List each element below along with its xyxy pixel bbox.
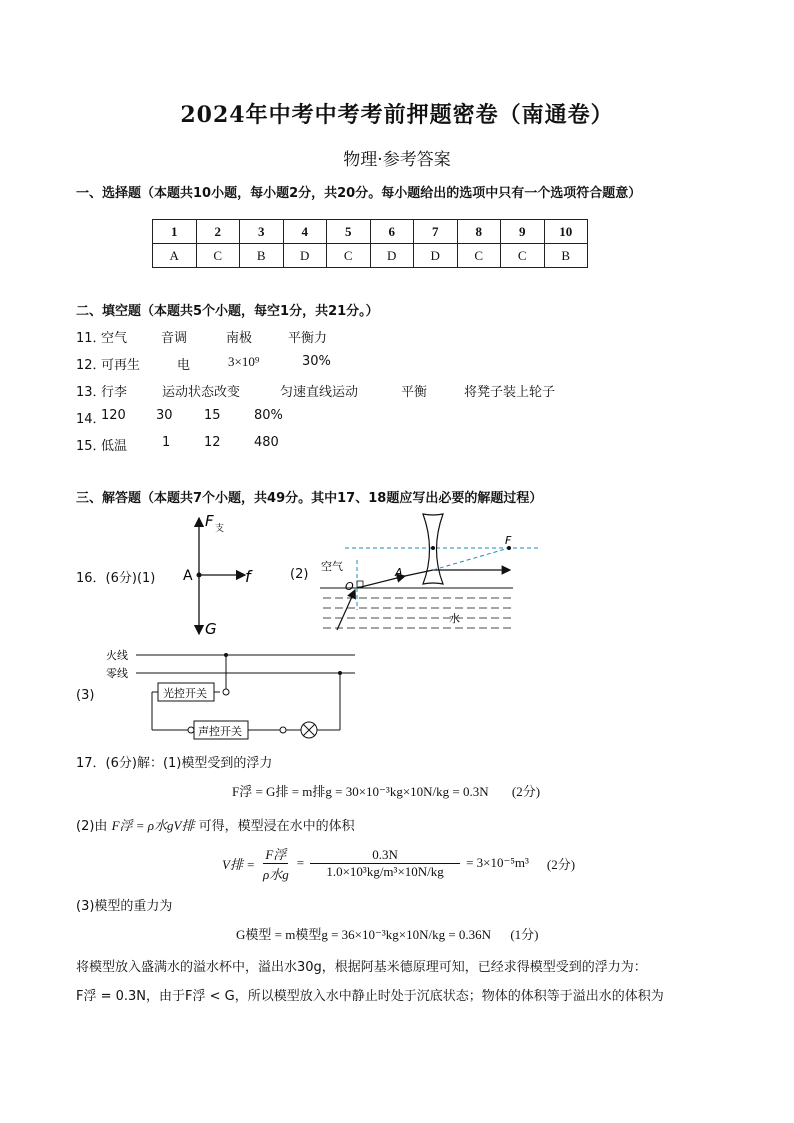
ray-label: A xyxy=(395,566,403,579)
optics-diagram xyxy=(315,510,545,640)
right-angle-mark xyxy=(357,581,363,587)
denominator: 1.0×10³kg/m³×10N/kg xyxy=(326,863,444,879)
answer-item: 80% xyxy=(254,408,283,423)
table-cell: 8 xyxy=(457,220,501,244)
table-cell: A xyxy=(153,244,197,268)
support-force-label: F xyxy=(205,512,214,530)
table-cell: 4 xyxy=(283,220,327,244)
table-cell: C xyxy=(501,244,545,268)
answer-item: 匀速直线运动 xyxy=(280,385,359,400)
answer-item: 3×10⁹ xyxy=(228,354,260,369)
table-cell: C xyxy=(196,244,240,268)
score: (1分) xyxy=(510,927,539,942)
answer-item: 电 xyxy=(177,358,191,373)
answer-item: 音调 xyxy=(161,331,188,346)
q17-paragraph-1: 将模型放入盛满水的溢水杯中，溢出水30g，根据阿基米德原理可知，已经求得模型受到的浮力为： xyxy=(76,960,647,975)
answer-item: 1 xyxy=(162,435,171,450)
answer-table-answer-row xyxy=(153,244,588,268)
table-cell: 5 xyxy=(327,220,371,244)
table-cell: B xyxy=(240,244,284,268)
q17-part3: (3)模型的重力为 xyxy=(76,899,173,914)
neutral-wire-label: 零线 xyxy=(106,667,128,680)
circuit-diagram xyxy=(100,645,370,745)
equation-lhs: V排 = xyxy=(222,856,255,872)
table-cell: B xyxy=(544,244,588,268)
fraction xyxy=(310,847,460,880)
point-label: A xyxy=(183,568,193,584)
answer-item: 将凳子装上轮子 xyxy=(464,385,556,400)
sound-switch-label: 声控开关 xyxy=(198,725,242,738)
optical-center xyxy=(431,546,435,550)
water-hatch xyxy=(323,598,515,628)
terminal xyxy=(223,689,229,695)
text: 可得，模型浸在水中的体积 xyxy=(198,819,355,834)
terminal xyxy=(280,727,286,733)
table-cell: D xyxy=(370,244,414,268)
answer-item: 15 xyxy=(204,408,221,423)
table-cell: 1 xyxy=(153,220,197,244)
q16-part2-label: (2) xyxy=(290,567,309,582)
question-number: 15． xyxy=(76,439,106,454)
equation: F浮 = G排 = m排g = 30×10⁻³kg×10N/kg = 0.3N xyxy=(232,784,489,799)
origin-label: O xyxy=(345,580,354,593)
force-point xyxy=(197,573,202,578)
table-cell: 6 xyxy=(370,220,414,244)
gravity-force-label: G xyxy=(205,620,217,638)
q16-label: 16．(6分)(1) xyxy=(76,571,156,586)
table-cell: 7 xyxy=(414,220,458,244)
table-cell: D xyxy=(283,244,327,268)
focus-extension xyxy=(433,548,509,570)
answer-item: 南极 xyxy=(226,331,253,346)
page-subtitle: 物理·参考答案 xyxy=(343,150,451,170)
answer-item: 空气 xyxy=(101,331,128,346)
answer-table xyxy=(152,219,588,268)
q17-paragraph-2: F浮 = 0.3N，由于F浮 < G，所以模型放入水中静止时处于沉底状态；物体的体积等于溢出水的体积为 xyxy=(76,989,664,1004)
equation-result: = 3×10⁻⁵m³ xyxy=(466,855,529,870)
answer-item: 低温 xyxy=(101,439,128,454)
q17-eq3 xyxy=(236,924,538,943)
answer-item: 平衡 xyxy=(401,385,428,400)
refracted-ray-cont xyxy=(405,570,433,576)
numerator: F浮 xyxy=(263,844,288,864)
numerator: 0.3N xyxy=(310,847,460,864)
q16-part3-label: (3) xyxy=(76,688,95,703)
answer-item: 平衡力 xyxy=(288,331,328,346)
table-cell: 2 xyxy=(196,220,240,244)
table-cell: D xyxy=(414,244,458,268)
answer-item: 可再生 xyxy=(101,358,141,373)
air-label: 空气 xyxy=(321,560,343,573)
question-number: 12． xyxy=(76,358,106,373)
table-cell: 3 xyxy=(240,220,284,244)
q17-eq2: V排 = F浮 ρ水g = $\frac{0.3N}{\text{1.0×10³kg/m³×10N/kg}}$ = 3×10⁻⁵m³ (2分) xyxy=(222,843,575,883)
answer-item: 30 xyxy=(156,408,173,423)
table-cell: 10 xyxy=(544,220,588,244)
answer-item: 120 xyxy=(101,408,126,423)
answer-item: 行李 xyxy=(101,385,128,400)
friction-force-label: f xyxy=(245,567,251,586)
equation: G模型 = m模型g = 36×10⁻³kg×10N/kg = 0.36N xyxy=(236,927,492,942)
question-number: 14． xyxy=(76,412,106,427)
q17-part2 xyxy=(76,815,355,834)
q17-eq1 xyxy=(232,781,540,800)
force-diagram xyxy=(175,510,265,640)
focus-label: F xyxy=(505,534,512,547)
page-title: 2024年中考中考考前押题密卷（南通卷） xyxy=(180,102,614,128)
q17-intro: 17．(6分)解：(1)模型受到的浮力 xyxy=(76,756,273,771)
answer-item: 480 xyxy=(254,435,279,450)
section2-heading: 二、填空题（本题共5个小题，每空1分，共21分。） xyxy=(76,304,379,319)
fraction xyxy=(261,844,291,883)
table-cell: 9 xyxy=(501,220,545,244)
text: (2)由 xyxy=(76,819,108,834)
question-number: 11． xyxy=(76,331,106,346)
score: (2分) xyxy=(511,784,541,799)
light-switch-label: 光控开关 xyxy=(163,687,207,700)
table-cell: C xyxy=(327,244,371,268)
formula: F浮 = ρ水gV排 xyxy=(111,818,195,833)
score: (2分) xyxy=(546,856,576,872)
answer-table-header-row xyxy=(153,220,588,244)
terminal xyxy=(188,727,194,733)
incident-ray xyxy=(337,590,355,630)
support-force-subscript: 支 xyxy=(215,524,225,534)
water-label: 水 xyxy=(449,612,460,625)
table-cell: C xyxy=(457,244,501,268)
answer-item: 30% xyxy=(302,354,331,369)
section3-heading: 三、解答题（本题共7个小题，共49分。其中17、18题应写出必要的解题过程） xyxy=(76,491,543,506)
section1-heading: 一、选择题（本题共10小题，每小题2分，共20分。每小题给出的选项中只有一个选项符合题意） xyxy=(76,186,642,201)
denominator: ρ水g xyxy=(262,866,289,882)
question-number: 13． xyxy=(76,385,106,400)
answer-item: 运动状态改变 xyxy=(162,385,241,400)
answer-item: 12 xyxy=(204,435,221,450)
live-wire-label: 火线 xyxy=(106,649,128,662)
